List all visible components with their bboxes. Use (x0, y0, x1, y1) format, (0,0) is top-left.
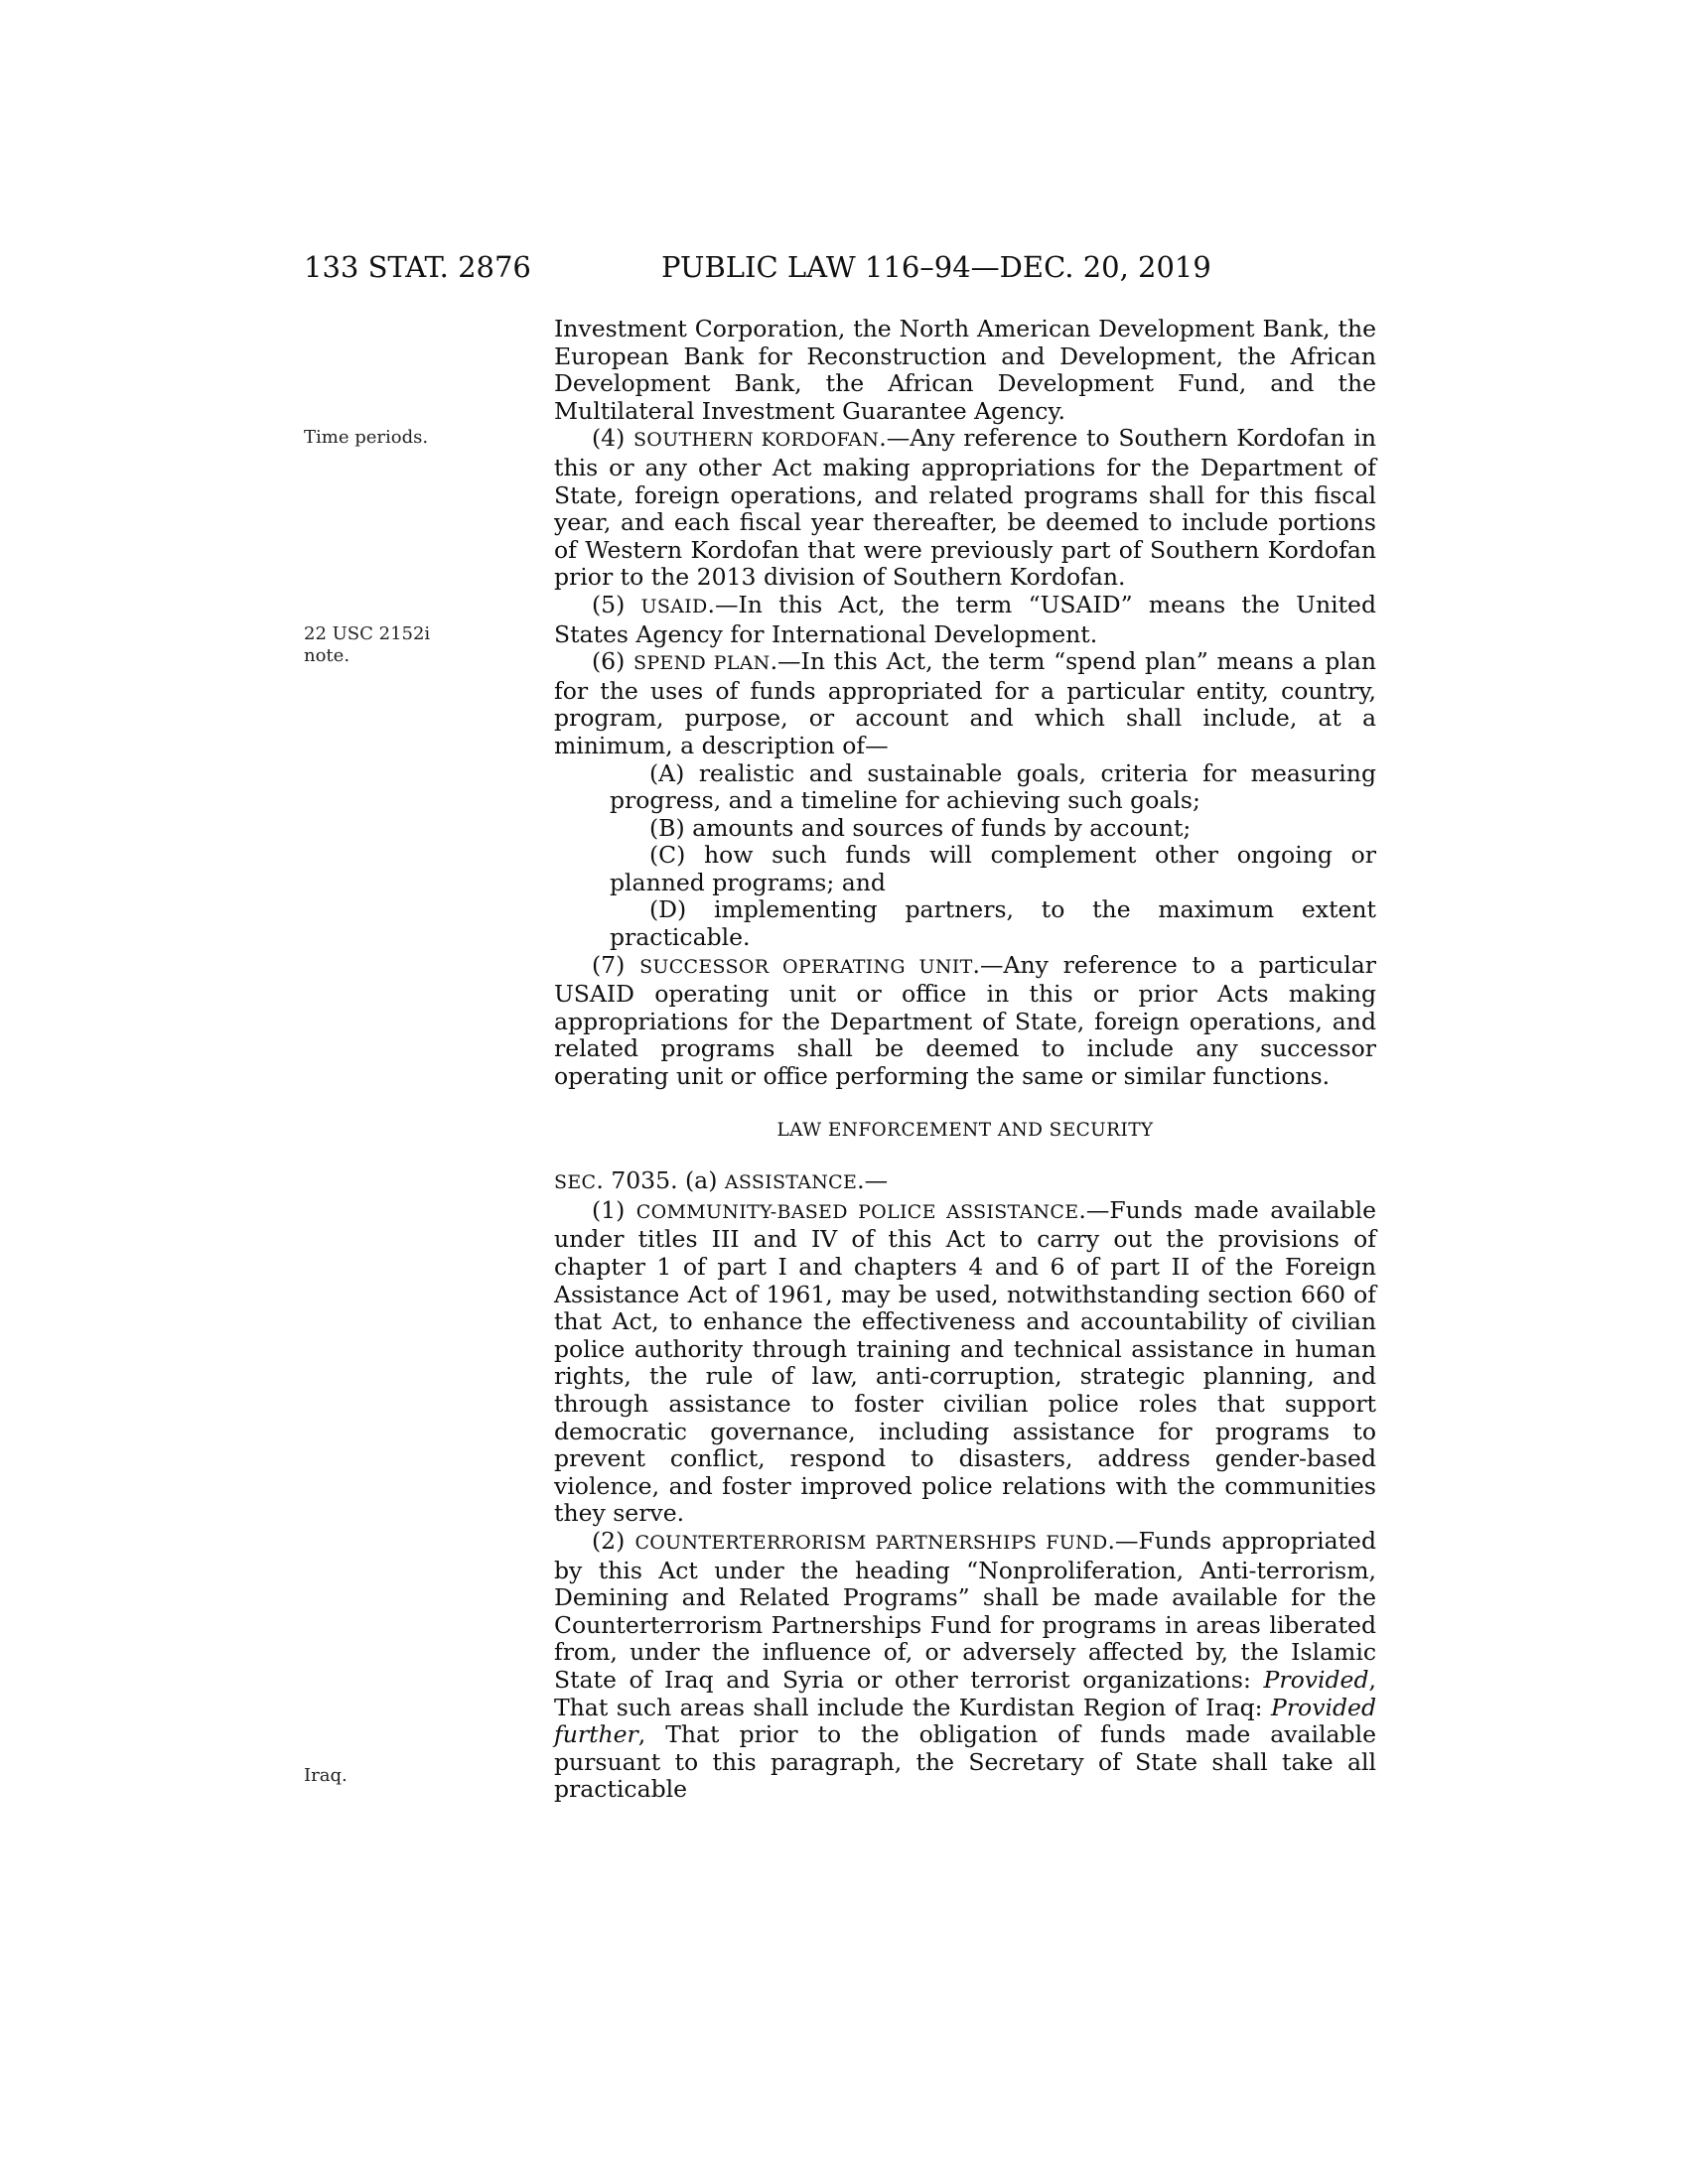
margin-note-time-periods: Time periods. (304, 427, 429, 448)
provided-further-italic: Provided further (554, 1693, 1376, 1749)
paragraph-6 (554, 648, 1376, 759)
law-title: PUBLIC LAW 116–94—DEC. 20, 2019 (661, 250, 1211, 284)
paragraph-number: (1) (592, 1195, 636, 1224)
subparagraph-a: (A) realistic and sustainable goals, criteria for measuring progress, and a timeline for achieving such goals; (610, 758, 1376, 815)
paragraph-heading: SOUTHERN KORDOFAN (633, 429, 880, 452)
paragraph-text: , That such areas shall include the Kurdistan Region of Iraq: (554, 1665, 1376, 1721)
paragraph-text: .—Any reference to a particular USAID operating unit or office in this or prior Acts making appropriations for the Department of State, foreign operations, and related programs shall be deemed to include any successor operating unit or office performing the same or similar functions. (554, 950, 1376, 1091)
margin-note-iraq: Iraq. (304, 1765, 348, 1786)
page-header (304, 250, 1376, 290)
paragraph-number: (7) (592, 950, 640, 979)
section-7035-heading (554, 1167, 1376, 1197)
subsection-dash: .— (857, 1166, 889, 1195)
subsection-heading: ASSISTANCE (724, 1171, 858, 1194)
paragraph-heading: COMMUNITY-BASED POLICE ASSISTANCE (635, 1200, 1079, 1223)
subparagraph-b: (B) amounts and sources of funds by account; (649, 813, 1192, 842)
section-heading: LAW ENFORCEMENT AND SECURITY (776, 1119, 1154, 1141)
paragraph-text: .—Funds made available under titles III and IV of this Act to carry out the provisions of chapter 1 of part I and chapters 4 and 6 of part II of the Foreign Assistance Act of 1961, may be used, notwithstanding section 660 of that Act, to enhance the effectiveness and accountability of civilian police authority through training and technical assistance in human rights, the rule of law, anti-corruption, strategic planning, and through assistance to foster civilian police roles that support democratic governance, including assistance for programs to prevent conflict, respond to disasters, address gender-based violence, and foster improved police relations with the communities they serve. (554, 1195, 1376, 1528)
paragraph-a2 (554, 1528, 1376, 1804)
paragraph-a1 (554, 1197, 1376, 1528)
margin-note-usc-line1: 22 USC 2152i (304, 623, 431, 644)
paragraph-heading: USAID (640, 595, 708, 617)
paragraph-5 (554, 592, 1376, 648)
paragraph-number: (4) (592, 424, 633, 453)
paragraph-text: .—Any reference to Southern Kordofan in this or any other Act making appropriations for the Department of State, foreign operations, and related programs shall for this fiscal year, and each fiscal year thereafter, be deemed to include portions of Western Kordofan that were previously part of Southern Kordofan prior to the 2013 division of Southern Kordofan. (554, 424, 1376, 592)
paragraph-7 (554, 952, 1376, 1091)
margin-note-usc (304, 623, 502, 667)
paragraph-number: (2) (592, 1526, 635, 1555)
section-label: SEC (554, 1171, 597, 1194)
paragraph-text: .—In this Act, the term “USAID” means the United States Agency for International Development. (554, 590, 1376, 648)
intro-paragraph: Investment Corporation, the North American Development Bank, the European Bank for Reconstruction and Development, the African Development Bank, the African Development Fund, and the Multilateral Investment Guarantee Agency. (554, 315, 1376, 425)
paragraph-4 (554, 425, 1376, 592)
paragraph-heading: COUNTERTERRORISM PARTNERSHIPS FUND (634, 1531, 1108, 1554)
paragraph-text: , That prior to the obligation of funds made available pursuant to this paragraph, the Secretary of State shall take all practicable (554, 1720, 1376, 1804)
stat-reference: 133 STAT. 2876 (304, 250, 531, 284)
paragraph-number: (6) (592, 647, 634, 676)
provided-italic: Provided (1263, 1665, 1369, 1694)
section-number: . 7035. (a) (596, 1166, 725, 1195)
document-body (554, 316, 1376, 1804)
paragraph-heading: SUCCESSOR OPERATING UNIT (639, 955, 973, 978)
margin-note-usc-line2: note. (304, 645, 351, 666)
subparagraph-c: (C) how such funds will complement other ongoing or planned programs; and (610, 841, 1376, 896)
paragraph-text: .—Funds appropriated by this Act under the heading “Nonproliferation, Anti-terrorism, Demining and Related Programs” shall be made available for the Counterterrorism Partnerships Fund for programs in areas liberated from, under the influence of, or adversely affected by, the Islamic State of Iraq and Syria or other terrorist organizations: (554, 1526, 1376, 1694)
paragraph-number: (5) (592, 590, 641, 618)
paragraph-heading: SPEND PLAN (633, 652, 771, 675)
subparagraph-d: (D) implementing partners, to the maximum extent practicable. (610, 895, 1376, 952)
paragraph-text: .—In this Act, the term “spend plan” means a plan for the uses of funds appropriated for a particular entity, country, program, purpose, or account and which shall include, at a minimum, a description of— (554, 647, 1376, 759)
